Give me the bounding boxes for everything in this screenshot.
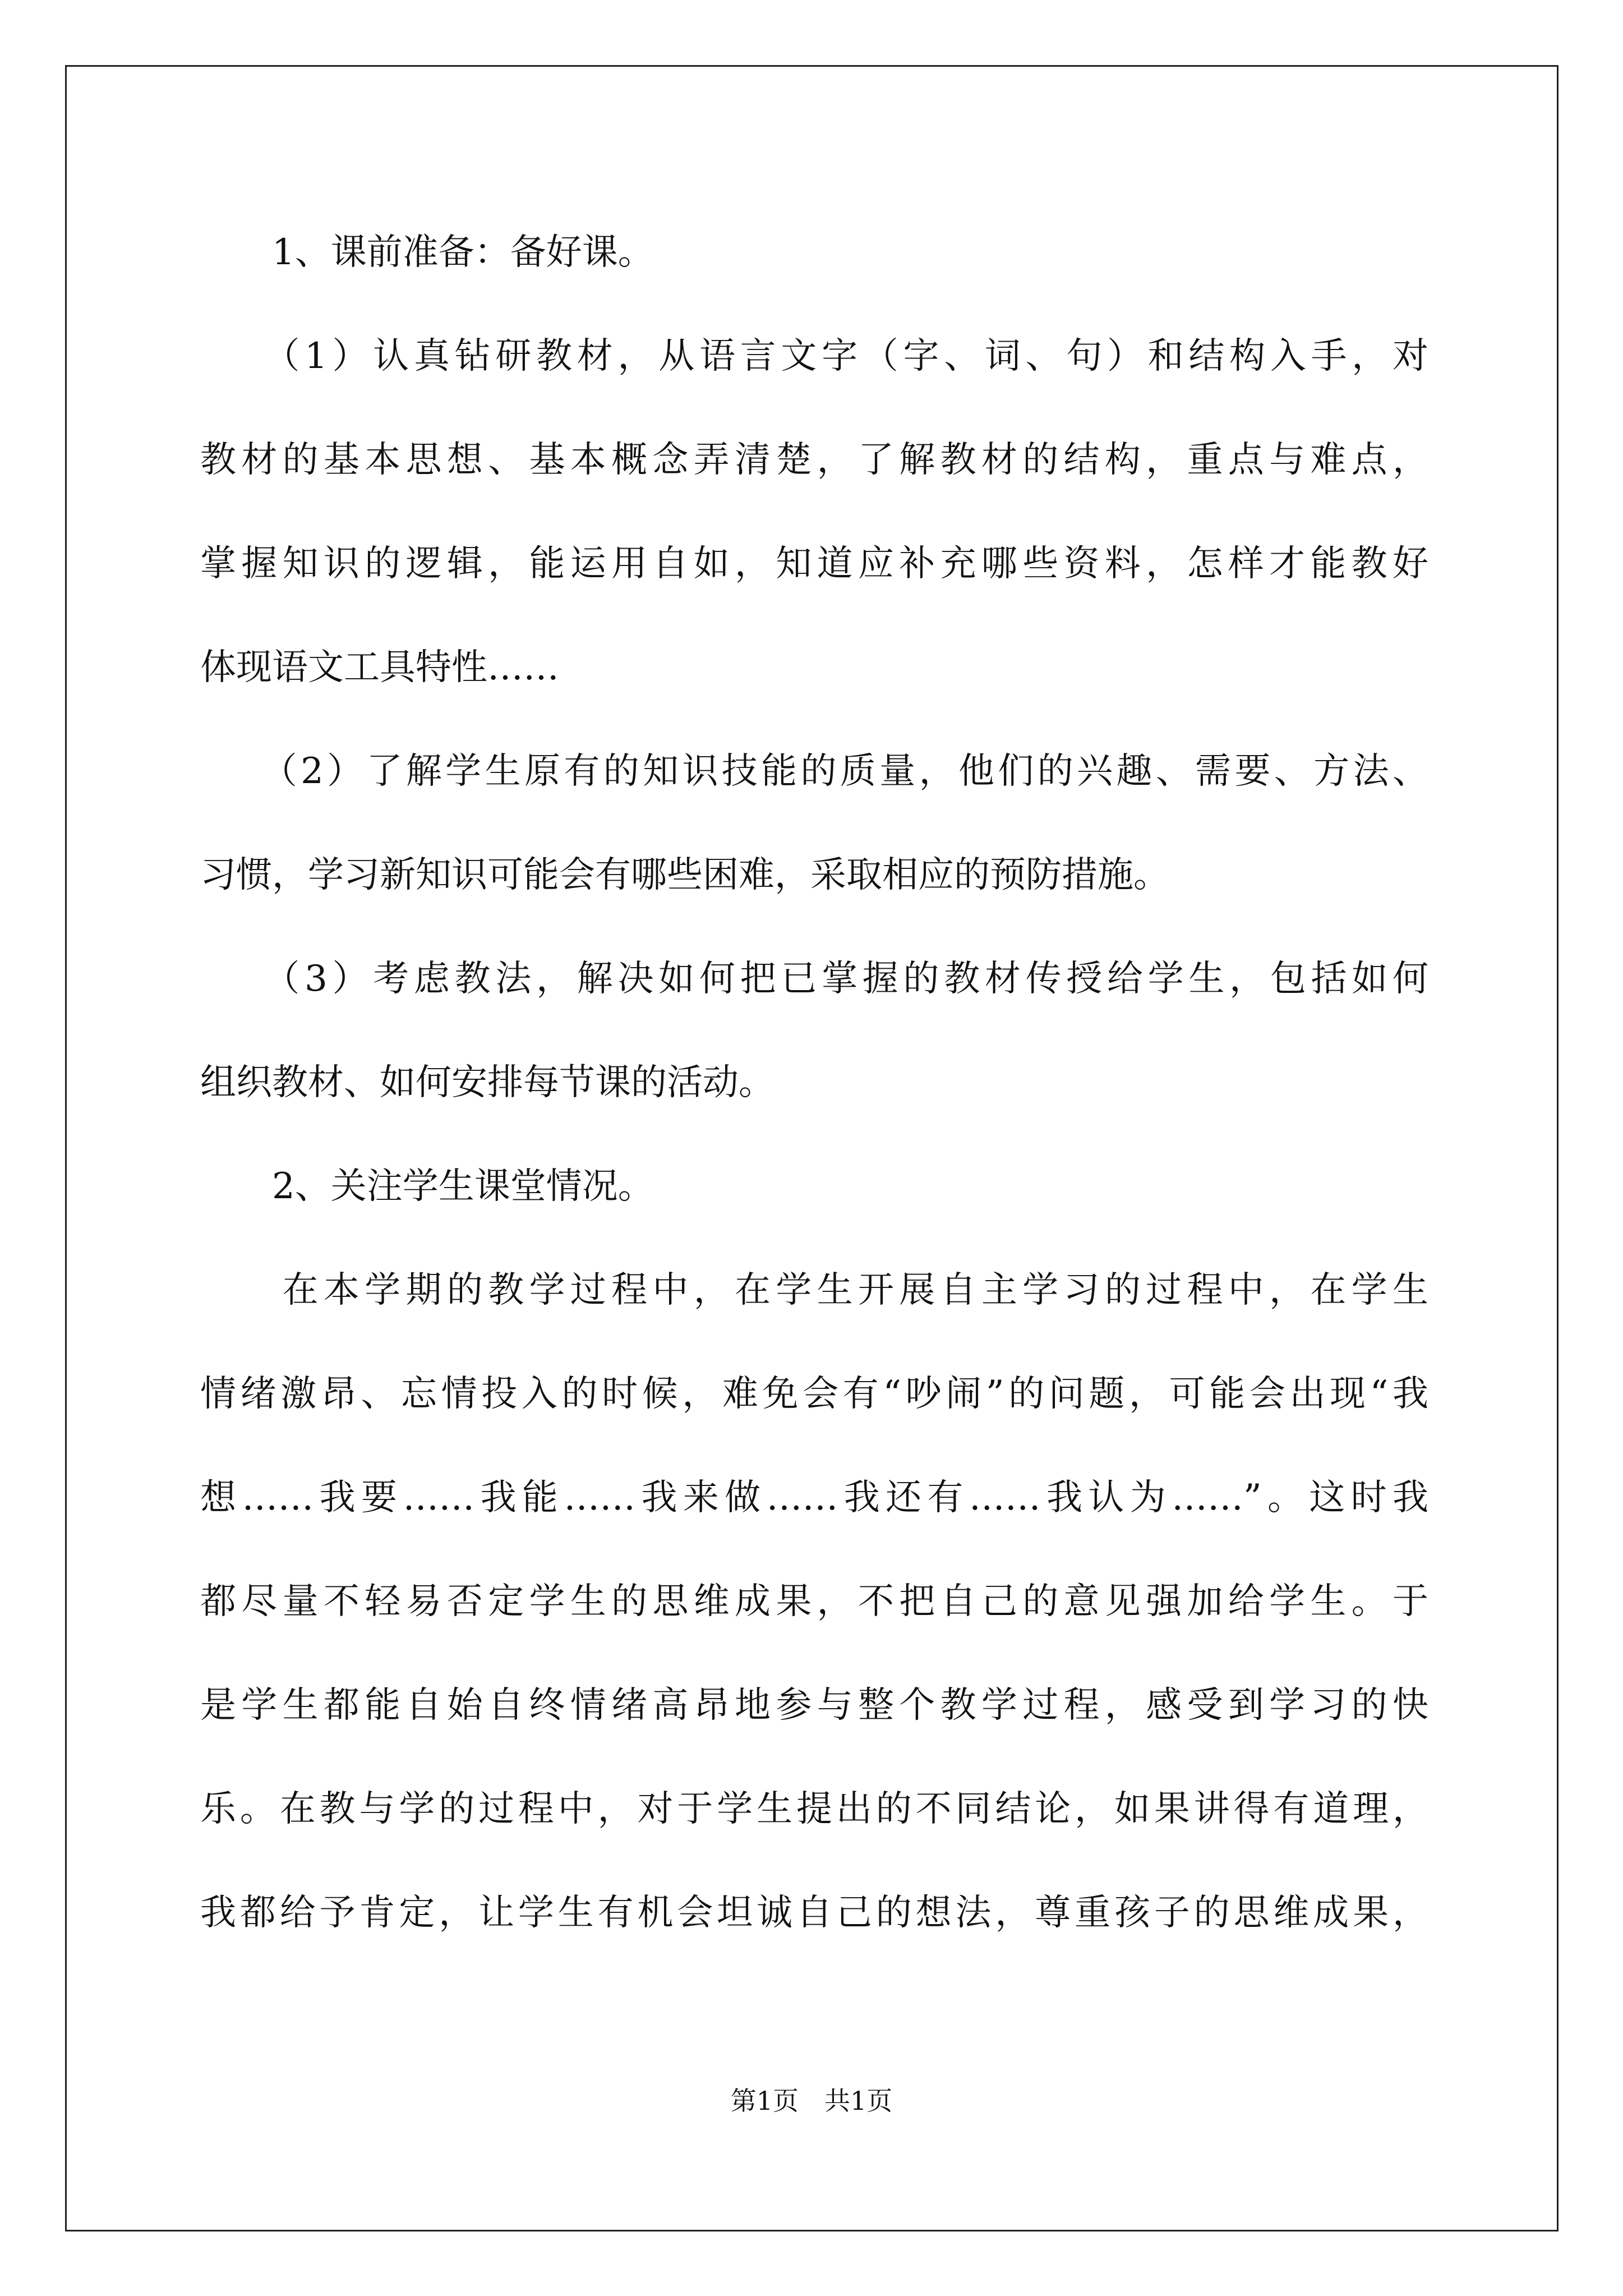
text-line-7: 习惯，学习新知识可能会有哪些困难，采取相应的预防措施。 xyxy=(200,854,1169,896)
text-line-13: 想……我要……我能……我来做……我还有……我认为……”。这时我 xyxy=(200,1477,1428,1519)
text-line-14: 都尽量不轻易否定学生的思维成果，不把自己的意见强加给学生。于 xyxy=(200,1581,1428,1622)
text-line-5: 体现语文工具特性…… xyxy=(200,647,559,688)
text-line-17: 我都给予肯定，让学生有机会坦诚自己的想法，尊重孩子的思维成果， xyxy=(200,1892,1428,1934)
text-line-9: 组织教材、如何安排每节课的活动。 xyxy=(200,1062,774,1103)
text-line-10: 2、关注学生课堂情况。 xyxy=(200,1166,654,1207)
text-line-3: 教材的基本思想、基本概念弄清楚，了解教材的结构，重点与难点， xyxy=(200,439,1428,481)
text-line-15: 是学生都能自始自终情绪高昂地参与整个教学过程，感受到学习的快 xyxy=(200,1685,1428,1726)
text-line-4: 掌握知识的逻辑，能运用自如，知道应补充哪些资料，怎样才能教好 xyxy=(200,543,1428,585)
text-line-8: （3）考虑教法，解决如何把已掌握的教材传授给学生，包括如何 xyxy=(200,958,1428,1000)
text-line-11: 在本学期的教学过程中，在学生开展自主学习的过程中，在学生 xyxy=(200,1269,1428,1311)
text-line-16: 乐。在教与学的过程中，对于学生提出的不同结论，如果讲得有道理， xyxy=(200,1788,1428,1830)
text-line-12: 情绪激昂、忘情投入的时候，难免会有“吵闹”的问题，可能会出现“我 xyxy=(200,1373,1428,1415)
page-number-footer: 第1页 共1页 xyxy=(730,2086,893,2116)
text-line-2: （1）认真钻研教材，从语言文字（字、词、句）和结构入手，对 xyxy=(200,335,1428,377)
text-line-6: （2）了解学生原有的知识技能的质量，他们的兴趣、需要、方法、 xyxy=(200,751,1428,792)
text-line-1: 1、课前准备：备好课。 xyxy=(200,232,654,273)
